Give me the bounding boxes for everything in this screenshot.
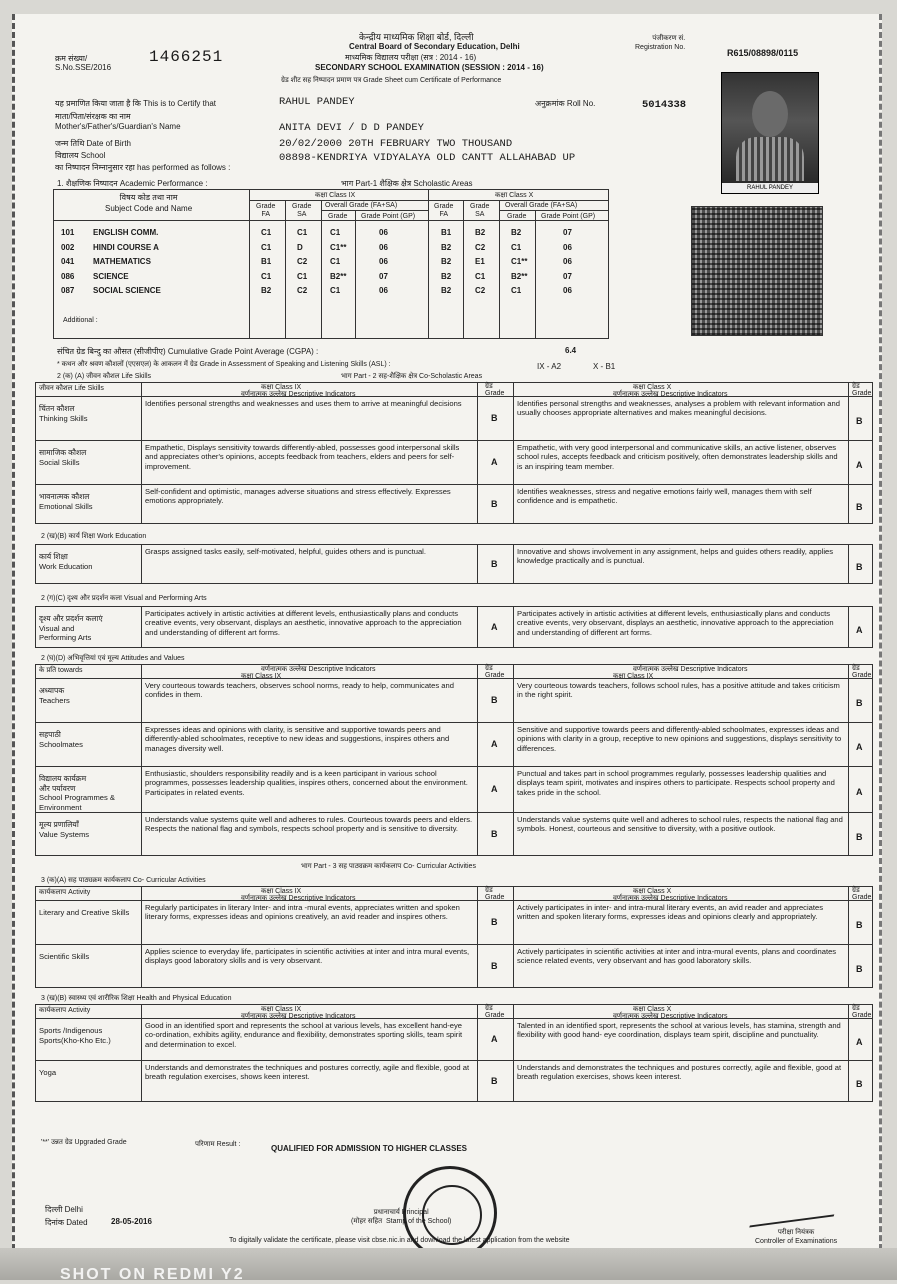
registration-number: R615/08898/0115	[727, 48, 799, 58]
row-label: सामाजिक कौशल Social Skills	[39, 448, 87, 467]
subject-code: 002	[61, 242, 75, 252]
row-label: Scientific Skills	[39, 952, 90, 961]
class10-descriptor: Actively participates in scientific activities at inter and intra-mural events, plans and coordinates science related events, very observant and has good laboratory skills.	[517, 947, 837, 966]
student-name: RAHUL PANDEY	[279, 96, 355, 108]
class10-grade: B	[856, 964, 863, 974]
class10-header: कक्षा Class X	[495, 192, 534, 199]
principal-label: प्रधानाचार्य Principal (मोहर सहित Stamp of the School)	[351, 1209, 452, 1225]
class9-header: कक्षा Class IX	[261, 384, 302, 391]
grade-header: ग्रेड Grade	[485, 383, 505, 397]
class9-descriptor: Expresses ideas and opinions with clarity, is sensitive and supportive towards peers and differently-abled schoolmates, receptive to new ideas and suggestions, inspires others and manages diversity well.	[145, 725, 450, 753]
cgpa-value: 6.4	[565, 346, 577, 355]
grade10-header: Grade	[507, 213, 527, 220]
grade-header: ग्रेड Grade	[852, 665, 872, 679]
parent-label: माता/पिता/संरक्षक का नाम Mother's/Father's/Guardian's Name	[55, 112, 181, 131]
result-label: परिणाम Result :	[195, 1141, 241, 1148]
class9-descriptor: Applies science to everyday life, participates in scientific activities at inter and intra mural events, displays good laboratory skills and is very observant.	[145, 947, 470, 966]
dob-label: जन्म तिथि Date of Birth	[55, 139, 131, 148]
coscholastic-title: भाग Part - 2 सह-शैक्षिक क्षेत्र Co-Scholastic Areas	[341, 373, 483, 380]
class9-descriptor: Very courteous towards teachers, observes school norms, ready to help, communicates and confides in them.	[145, 681, 454, 700]
subject-gp10: 06	[563, 257, 572, 266]
parent-name: ANITA DEVI / D D PANDEY	[279, 122, 424, 134]
subject-code: 041	[61, 257, 75, 266]
gp9-header: Grade Point (GP)	[361, 213, 416, 220]
class9-descriptor: Understands value systems quite well and adheres to rules. Courteous towards peers and elders. Respects the national flag and symbols, respects school property and is sensitive to diversity.	[145, 815, 473, 834]
serial-number: 1466251	[149, 48, 224, 66]
controller-label: परीक्षा नियंत्रक Controller of Examinations	[755, 1229, 838, 1245]
subject-name: SOCIAL SCIENCE	[93, 286, 161, 295]
subject-gp10: 06	[563, 286, 572, 295]
controller-signature	[749, 1195, 841, 1228]
gp10-header: Grade Point (GP)	[541, 213, 596, 220]
board-name: Central Board of Secondary Education, Delhi	[349, 42, 520, 51]
row-label: Yoga	[39, 1068, 57, 1077]
subject-g10: B2**	[511, 271, 528, 281]
class10-grade: B	[856, 502, 863, 512]
subject-gp9: 06	[379, 286, 388, 295]
descriptive-header: वर्णनात्मक उल्लेख Descriptive Indicators	[613, 895, 728, 902]
class9-descriptor: Good in an identified sport and represents the school at various levels, has excellent hand-eye co-ordination, exhibits agility, endurance and flexibility, demonstrates sporting skills, team spirit and determination to excel.	[145, 1021, 463, 1049]
subject-fa9: B2	[261, 286, 272, 295]
subject-sa10: C1	[475, 271, 486, 281]
board-name-hindi: केन्द्रीय माध्यमिक शिक्षा बोर्ड, दिल्ली	[359, 32, 474, 42]
subject-header: विषय कोड तथा नाम Subject Code and Name	[105, 193, 193, 213]
class9-descriptor: Identifies personal strengths and weaknesses and uses them to arrive at meaningful decisions	[145, 399, 462, 408]
grade-header: ग्रेड Grade	[852, 887, 872, 901]
class10-grade: A	[856, 625, 863, 635]
descriptive-header: वर्णनात्मक उल्लेख Descriptive Indicators	[241, 895, 356, 902]
class10-descriptor: Punctual and takes part in school programmes regularly, possesses leadership qualities and displays team spirit, motivates and inspires others to participate. Respects school property and takes pride in the school.	[517, 769, 835, 797]
class9-descriptor: Grasps assigned tasks easily, self-motivated, helpful, guides others and is punctual.	[145, 547, 426, 556]
exam-name-hindi: माध्यमिक विद्यालय परीक्षा (सत्र : 2014 - 16)	[345, 53, 477, 62]
subject-g9: C1	[330, 257, 341, 266]
class10-grade: A	[856, 460, 863, 470]
registration-label: पंजीकरण सं. Registration No.	[635, 35, 686, 51]
class10-descriptor: Participates actively in artistic activities at different levels, enthusiastically plans and conducts creative events, very observant, displays an aesthetic, innovative approach to the appreciation and understanding of different art forms.	[517, 609, 834, 637]
additional-label: Additional :	[63, 317, 98, 324]
class10-grade: B	[856, 698, 863, 708]
class10-descriptor: Identifies personal strengths and weaknesses, analyses a problem with relevant information and usually chooses appropriate alternatives and makes meaningful decisions.	[517, 399, 840, 418]
class9-grade: A	[491, 457, 498, 467]
subject-sa9: C1	[297, 228, 308, 237]
work-title: 2 (ख)(B) कार्य शिक्षा Work Education	[41, 533, 147, 540]
row-label: अध्यापक Teachers	[39, 686, 70, 705]
subject-code: 086	[61, 271, 75, 281]
subject-fa10: B2	[441, 286, 452, 295]
row-label: दृश्य और प्रदर्शन कलाएं Visual and Performing Arts	[39, 614, 103, 642]
subject-sa10: B2	[475, 228, 486, 237]
serial-label: क्रम संख्या/ S.No.SSE/2016	[55, 54, 112, 72]
subject-sa10: C2	[475, 242, 486, 252]
descriptive-header: वर्णनात्मक उल्लेख Descriptive Indicators	[613, 1013, 728, 1020]
grade-header: ग्रेड Grade	[852, 383, 872, 397]
class9-descriptor: Empathetic, Displays sensitivity towards differently-abled, possesses good interpersonal skills and appreciates other's opinions, accepts feedback from teachers, elders and peers for self-improvement.	[145, 443, 460, 471]
school-name: 08898-KENDRIYA VIDYALAYA OLD CANTT ALLAHABAD UP	[279, 152, 576, 164]
section-table	[35, 886, 873, 988]
asl-label: * कथन और श्रवण कौशलों (एएसएल) के आकलन में ग्रेड Grade in Assessment of Speaking and Listening Skills (ASL) :	[57, 361, 391, 368]
class10-header: कक्षा Class X	[633, 384, 672, 391]
subject-g9: C1**	[330, 242, 347, 252]
asl-ix: IX - A2	[537, 362, 562, 371]
subject-gp9: 06	[379, 228, 388, 237]
class9-descriptor: Participates actively in artistic activities at different levels, enthusiastically plans and conducts creative events, very observant, displays an aesthetic, innovative approach to the appreciation and understanding of different art forms.	[145, 609, 462, 637]
subject-g9: C1	[330, 228, 341, 237]
descriptive-header: वर्णनात्मक उल्लेख Descriptive Indicators	[613, 391, 728, 398]
class9-grade: B	[491, 413, 498, 423]
class9-header: कक्षा Class IX	[315, 192, 356, 199]
dated-label: दिनांक Dated	[45, 1218, 88, 1227]
subject-fa9: B1	[261, 257, 272, 266]
roll-number: 5014338	[642, 99, 687, 111]
row-label: विद्यालय कार्यक्रम और पर्यावरण School Programmes & Environment	[39, 774, 115, 812]
part3-title: भाग Part - 3 सह पाठ्यक्रम कार्यकलाप Co- Curricular Activities	[301, 863, 476, 870]
descriptive-header: कक्षा Class IX	[241, 673, 282, 680]
subject-sa9: C1	[297, 271, 308, 281]
class10-header: कक्षा Class X	[633, 888, 672, 895]
subject-g10: C1	[511, 242, 522, 252]
subject-name: SCIENCE	[93, 271, 129, 281]
class10-descriptor: Empathetic, with very good interpersonal and communicative skills, an active listener, observes school rules, accepts feedback and criticism positively, often demonstrates leadership skills and is an inspiring team member.	[517, 443, 838, 471]
fa10-header: Grade FA	[434, 203, 454, 218]
subject-gp9: 06	[379, 242, 388, 252]
class10-descriptor: Understands value systems quite well and adheres to school rules, respects the national flag and symbols. Honest, courteous and sensitive to diversity, with a positive outlook.	[517, 815, 843, 834]
subject-code: 101	[61, 228, 75, 237]
row-label: Sports /Indigenous Sports(Kho-Kho Etc.)	[39, 1026, 111, 1045]
grade-sheet	[12, 14, 882, 1268]
descriptive-header: वर्णनात्मक उल्लेख Descriptive Indicators	[241, 1013, 356, 1020]
cgpa-label: संचित ग्रेड बिन्दु का औसत (सीजीपीए) Cumulative Grade Point Average (CGPA) :	[57, 347, 319, 356]
class10-grade: B	[856, 832, 863, 842]
subject-fa10: B1	[441, 228, 452, 237]
student-photo	[721, 72, 819, 194]
grade-header: ग्रेड Grade	[485, 887, 505, 901]
qr-code	[691, 206, 823, 336]
subject-name: MATHEMATICS	[93, 257, 151, 266]
subject-fa10: B2	[441, 242, 452, 252]
subject-gp9: 06	[379, 257, 388, 266]
subject-sa10: E1	[475, 257, 485, 266]
class10-grade: B	[856, 920, 863, 930]
column-header: कार्यकलाप Activity	[39, 889, 91, 896]
result-value: QUALIFIED FOR ADMISSION TO HIGHER CLASSES	[271, 1144, 468, 1153]
activities-title: 3 (क)(A) सह पाठ्यक्रम कार्यकलाप Co- Curricular Activities	[41, 877, 206, 884]
class9-grade: B	[491, 917, 498, 927]
class9-grade: B	[491, 499, 498, 509]
subject-g10: C1	[511, 286, 522, 295]
subject-sa9: C2	[297, 286, 308, 295]
place: दिल्ली Delhi	[45, 1205, 83, 1214]
date-of-birth: 20/02/2000 20TH FEBRUARY TWO THOUSAND	[279, 138, 513, 150]
subject-g10: C1**	[511, 257, 528, 266]
class10-descriptor: Understands and demonstrates the techniques and postures correctly, agile and flexible, good at breath regulation exercises, shows keen interest.	[517, 1063, 842, 1082]
certify-label: यह प्रमाणित किया जाता है कि This is to Certify that	[55, 99, 216, 108]
class10-header: कक्षा Class X	[633, 1006, 672, 1013]
camera-watermark: SHOT ON REDMI Y2	[60, 1266, 245, 1283]
subject-gp10: 07	[563, 271, 572, 281]
class9-grade: A	[491, 739, 498, 749]
subject-sa10: C2	[475, 286, 486, 295]
class10-grade: A	[856, 1037, 863, 1047]
class9-header: कक्षा Class IX	[261, 1006, 302, 1013]
class9-header: वर्णनात्मक उल्लेख Descriptive Indicators	[261, 666, 376, 673]
class10-descriptor: Identifies weaknesses, stress and negative emotions fairly well, manages them with self confidence and is empathetic.	[517, 487, 812, 506]
class9-grade: A	[491, 622, 498, 632]
certificate-title: ग्रेड शीट सह निष्पादन प्रमाण पत्र Grade Sheet cum Certificate of Performance	[281, 77, 502, 84]
health-title: 3 (ख)(B) स्वास्थ्य एवं शारीरिक शिक्षा Health and Physical Education	[41, 995, 232, 1002]
dated-value: 28-05-2016	[111, 1217, 152, 1226]
vpa-title: 2 (ग)(C) दृश्य और प्रदर्शन कला Visual and Performing Arts	[41, 595, 207, 602]
life-skills-title: 2 (क) (A) जीवन कौशल Life Skills	[57, 373, 152, 380]
row-label: चिंतन कौशल Thinking Skills	[39, 404, 88, 423]
subject-sa9: D	[297, 242, 303, 252]
grade-header: ग्रेड Grade	[852, 1005, 872, 1019]
row-label: कार्य शिक्षा Work Education	[39, 552, 93, 571]
class9-grade: B	[491, 829, 498, 839]
subject-fa10: B2	[441, 271, 452, 281]
subject-g9: C1	[330, 286, 341, 295]
column-header: कार्यकलाप Activity	[39, 1007, 91, 1014]
class10-grade: A	[856, 787, 863, 797]
subject-gp9: 07	[379, 271, 388, 281]
column-header: जीवन कौशल Life Skills	[39, 385, 104, 392]
subject-fa9: C1	[261, 271, 272, 281]
school-label: विद्यालय School	[55, 151, 106, 160]
subject-g9: B2**	[330, 271, 347, 281]
class10-header: वर्णनात्मक उल्लेख Descriptive Indicators	[633, 666, 748, 673]
academic-title: 1. शैक्षणिक निष्पादन Academic Performance :	[57, 179, 208, 188]
roll-label: अनुक्रमांक Roll No.	[535, 99, 596, 108]
descriptive-header: कक्षा Class IX	[613, 673, 654, 680]
class10-grade: B	[856, 562, 863, 572]
class9-descriptor: Enthusiastic, shoulders responsibility readily and is a keen participant in various school programmes, possesses leadership qualities, inspires others, concerned about the environment. Participates in related events.	[145, 769, 468, 797]
sa9-header: Grade SA	[292, 203, 312, 218]
class9-grade: A	[491, 784, 498, 794]
overall9-header: Overall Grade (FA+SA)	[325, 202, 398, 209]
fa9-header: Grade FA	[256, 203, 276, 218]
class10-descriptor: Actively participates in inter- and intra-mural literary events, an avid reader and appreciates written and spoken literary forms, expresses ideas and opinions clearly and appropriately.	[517, 903, 824, 922]
grade-header: ग्रेड Grade	[485, 1005, 505, 1019]
descriptive-header: वर्णनात्मक उल्लेख Descriptive Indicators	[241, 391, 356, 398]
attitudes-title: 2 (घ)(D) अभिवृत्तियां एवं मूल्य Attitudes and Values	[41, 655, 185, 662]
subject-gp10: 07	[563, 228, 572, 237]
validate-note: To digitally validate the certificate, please visit cbse.nic.in and download the latest application from the website	[229, 1237, 570, 1244]
subject-name: HINDI COURSE A	[93, 242, 159, 252]
subject-name: ENGLISH COMM.	[93, 228, 159, 237]
column-header: के प्रति towards	[39, 667, 83, 674]
class10-descriptor: Innovative and shows involvement in any assignment, helps and guides others readily, applies knowledge practically and is punctual.	[517, 547, 834, 566]
class9-descriptor: Self-confident and optimistic, manages adverse situations and stress effectively. Expresses emotions appropriately.	[145, 487, 451, 506]
overall10-header: Overall Grade (FA+SA)	[505, 202, 578, 209]
subject-fa10: B2	[441, 257, 452, 266]
subject-code: 087	[61, 286, 75, 295]
asl-x: X - B1	[593, 362, 616, 371]
subject-gp10: 06	[563, 242, 572, 252]
class9-grade: A	[491, 1034, 498, 1044]
row-label: Literary and Creative Skills	[39, 908, 130, 917]
class9-descriptor: Regularly participates in literary Inter- and intra -mural events, appreciates written and spoken literary forms, expresses ideas and opinions creatively, an avid reader and inspires others.	[145, 903, 460, 922]
class10-grade: B	[856, 1079, 863, 1089]
class9-grade: B	[491, 559, 498, 569]
class10-grade: B	[856, 416, 863, 426]
row-label: सहपाठी Schoolmates	[39, 730, 83, 749]
scholastic-title: भाग Part-1 शैक्षिक क्षेत्र Scholastic Areas	[341, 179, 473, 188]
subject-g10: B2	[511, 228, 522, 237]
class10-descriptor: Sensitive and supportive towards peers and differently-abled schoolmates, expresses ideas and opinions with clarity in a group, receptive to new opinions and suggestions, displays sensitivity to differences.	[517, 725, 842, 753]
subject-sa9: C2	[297, 257, 308, 266]
subject-fa9: C1	[261, 242, 272, 252]
row-label: मूल्य प्रणालियाँ Value Systems	[39, 820, 90, 839]
class9-grade: B	[491, 961, 498, 971]
class10-descriptor: Very courteous towards teachers, follows school rules, has a positive attitude and takes criticism in the right spirit.	[517, 681, 840, 700]
performed-label: का निष्पादन निम्नानुसार रहा has performed as follows :	[55, 163, 231, 172]
class9-header: कक्षा Class IX	[261, 888, 302, 895]
class9-grade: B	[491, 695, 498, 705]
class9-grade: B	[491, 1076, 498, 1086]
grade-header: ग्रेड Grade	[485, 665, 505, 679]
class10-grade: A	[856, 742, 863, 752]
grade9-header: Grade	[328, 213, 348, 220]
upgraded-note: '**' उन्नत ग्रेड Upgraded Grade	[41, 1139, 127, 1146]
photo-caption: RAHUL PANDEY	[722, 183, 818, 193]
class9-descriptor: Understands and demonstrates the techniques and postures correctly, agile and flexible, good at breath regulation exercises, shows keen interest.	[145, 1063, 470, 1082]
row-label: भावनात्मक कौशल Emotional Skills	[39, 492, 93, 511]
class10-descriptor: Talented in an identified sport, represents the school at various levels, has stamina, strength and flexibility with good hand- eye coordination, displays team spirit, discipline and punctuality.	[517, 1021, 841, 1040]
sa10-header: Grade SA	[470, 203, 490, 218]
subject-fa9: C1	[261, 228, 272, 237]
exam-name: SECONDARY SCHOOL EXAMINATION (SESSION : 2014 - 16)	[315, 63, 544, 72]
